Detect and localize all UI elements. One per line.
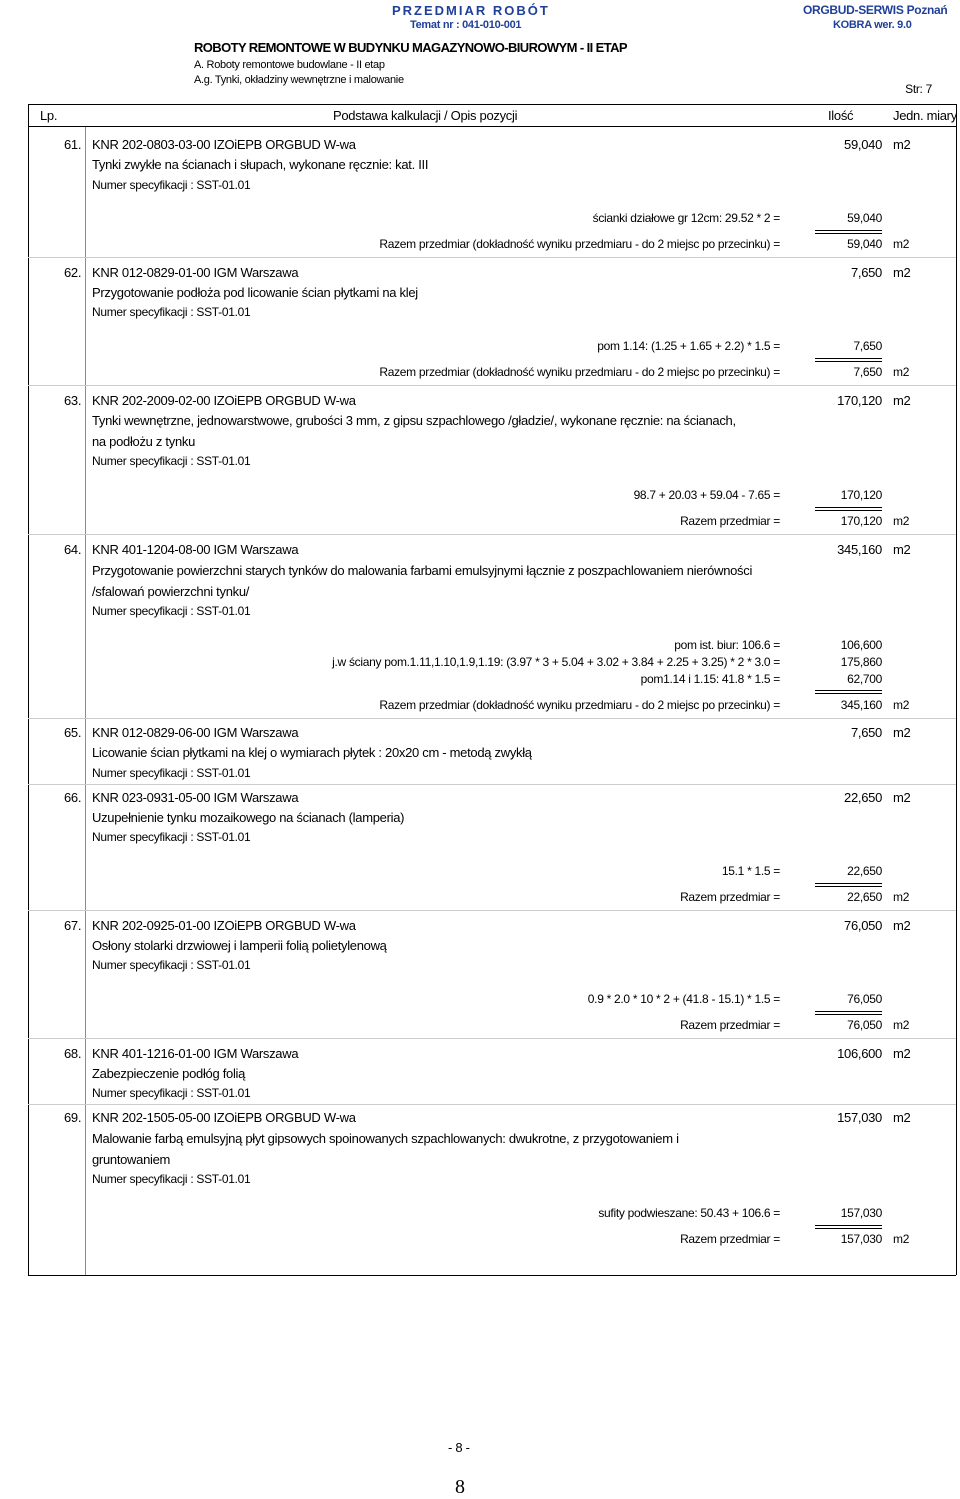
item-basis: KNR 202-0925-01-00 IZOiEPB ORGBUD W-wa: [92, 918, 356, 933]
item-lp: 67.: [64, 918, 82, 933]
calc-value: 76,050: [847, 992, 882, 1006]
item-unit: m2: [893, 1046, 911, 1061]
total-label: Razem przedmiar =: [680, 1232, 780, 1246]
column-qty: Ilość: [828, 108, 854, 123]
calc-value: 22,650: [847, 864, 882, 878]
item-lp: 62.: [64, 265, 82, 280]
total-label: Razem przedmiar (dokładność wyniku przedmiaru - do 2 miejsc po przecinku) =: [379, 365, 780, 379]
calc-expr: 98.7 + 20.03 + 59.04 - 7.65 =: [633, 488, 780, 502]
subtotal-underline: [815, 690, 882, 694]
total-unit: m2: [893, 698, 910, 712]
item-spec: Numer specyfikacji : SST-01.01: [92, 454, 251, 468]
item-lp: 69.: [64, 1110, 82, 1125]
item-qty: 345,160: [837, 542, 882, 557]
item-separator: [28, 385, 956, 386]
item-qty: 170,120: [837, 393, 882, 408]
item-separator: [28, 257, 956, 258]
item-basis: KNR 202-1505-05-00 IZOiEPB ORGBUD W-wa: [92, 1110, 356, 1125]
item-separator: [28, 1104, 956, 1105]
item-unit: m2: [893, 542, 911, 557]
item-spec: Numer specyfikacji : SST-01.01: [92, 830, 251, 844]
total-value: 59,040: [847, 237, 882, 251]
item-desc: gruntowaniem: [92, 1152, 171, 1167]
item-unit: m2: [893, 265, 911, 280]
item-unit: m2: [893, 918, 911, 933]
item-separator: [28, 910, 956, 911]
item-separator: [28, 718, 956, 719]
item-desc: Tynki zwykłe na ścianach i słupach, wykonane ręcznie: kat. III: [92, 157, 429, 172]
total-value: 170,120: [840, 514, 882, 528]
item-qty: 7,650: [850, 265, 882, 280]
total-value: 22,650: [847, 890, 882, 904]
item-spec: Numer specyfikacji : SST-01.01: [92, 958, 251, 972]
section-a: A. Roboty remontowe budowlane - II etap: [194, 59, 385, 71]
total-label: Razem przedmiar (dokładność wyniku przedmiaru - do 2 miejsc po przecinku) =: [379, 698, 780, 712]
calc-expr: 0.9 * 2.0 * 10 * 2 + (41.8 - 15.1) * 1.5 =: [587, 992, 780, 1006]
item-qty: 22,650: [844, 790, 882, 805]
item-unit: m2: [893, 725, 911, 740]
column-basis: Podstawa kalkulacji / Opis pozycji: [333, 108, 518, 123]
item-qty: 76,050: [844, 918, 882, 933]
item-desc: /sfalowań powierzchni tynku/: [92, 584, 250, 599]
item-unit: m2: [893, 137, 911, 152]
total-unit: m2: [893, 1018, 910, 1032]
item-lp: 68.: [64, 1046, 82, 1061]
page-number: 8: [455, 1476, 465, 1498]
calc-expr: 15.1 * 1.5 =: [721, 864, 780, 878]
total-unit: m2: [893, 237, 910, 251]
calc-expr: ścianki działowe gr 12cm: 29.52 * 2 =: [592, 211, 780, 225]
item-qty: 157,030: [837, 1110, 882, 1125]
calc-value: 59,040: [847, 211, 882, 225]
section-ag: A.g. Tynki, okładziny wewnętrzne i malowanie: [194, 74, 404, 86]
software-version: KOBRA wer. 9.0: [833, 19, 912, 31]
subtotal-underline: [815, 507, 882, 511]
item-qty: 106,600: [837, 1046, 882, 1061]
subtotal-underline: [815, 883, 882, 887]
item-separator: [28, 784, 956, 785]
item-qty: 59,040: [844, 137, 882, 152]
calc-value: 106,600: [840, 638, 882, 652]
subtotal-underline: [815, 230, 882, 234]
item-spec: Numer specyfikacji : SST-01.01: [92, 178, 251, 192]
temat-number: Temat nr : 041-010-001: [410, 19, 522, 31]
page-indicator: Str: 7: [905, 82, 932, 96]
subtotal-underline: [815, 1011, 882, 1015]
item-lp: 64.: [64, 542, 82, 557]
item-basis: KNR 202-2009-02-00 IZOiEPB ORGBUD W-wa: [92, 393, 356, 408]
calc-expr: j.w ściany pom.1.11,1.10,1.9,1.19: (3.97 * 3 + 5.04 + 3.02 + 3.84 + 2.25 + 3.25) * 2 * 3.0 =: [332, 655, 780, 669]
total-unit: m2: [893, 514, 910, 528]
total-unit: m2: [893, 890, 910, 904]
table-top-border: [28, 104, 956, 105]
company-name: ORGBUD-SERWIS Poznań: [803, 3, 948, 17]
item-separator: [28, 534, 956, 535]
calc-value: 62,700: [847, 672, 882, 686]
item-desc: Przygotowanie podłoża pod licowanie ścian płytkami na klej: [92, 285, 418, 300]
calc-expr: sufity podwieszane: 50.43 + 106.6 =: [598, 1206, 780, 1220]
lp-column-separator: [85, 126, 86, 1275]
item-basis: KNR 401-1216-01-00 IGM Warszawa: [92, 1046, 299, 1061]
subtotal-underline: [815, 1225, 882, 1229]
total-label: Razem przedmiar =: [680, 890, 780, 904]
item-basis: KNR 012-0829-06-00 IGM Warszawa: [92, 725, 299, 740]
total-value: 7,650: [853, 365, 882, 379]
total-value: 157,030: [840, 1232, 882, 1246]
document-type: PRZEDMIAR ROBÓT: [392, 3, 550, 18]
item-unit: m2: [893, 393, 911, 408]
table-header-border: [28, 126, 956, 127]
item-desc: Uzupełnienie tynku mozaikowego na ścianach (lamperia): [92, 810, 405, 825]
calc-value: 157,030: [840, 1206, 882, 1220]
calc-expr: pom1.14 i 1.15: 41.8 * 1.5 =: [640, 672, 780, 686]
item-basis: KNR 202-0803-03-00 IZOiEPB ORGBUD W-wa: [92, 137, 356, 152]
table-bottom-border: [28, 1275, 956, 1276]
item-lp: 65.: [64, 725, 82, 740]
item-lp: 61.: [64, 137, 82, 152]
item-lp: 66.: [64, 790, 82, 805]
item-unit: m2: [893, 1110, 911, 1125]
total-label: Razem przedmiar (dokładność wyniku przedmiaru - do 2 miejsc po przecinku) =: [379, 237, 780, 251]
item-desc: Licowanie ścian płytkami na klej o wymiarach płytek : 20x20 cm - metodą zwykłą: [92, 745, 532, 760]
table-left-border: [28, 104, 29, 1275]
item-basis: KNR 401-1204-08-00 IGM Warszawa: [92, 542, 299, 557]
item-desc: Zabezpieczenie podłóg folią: [92, 1066, 246, 1081]
calc-value: 175,860: [840, 655, 882, 669]
table-right-border: [956, 104, 957, 1275]
item-desc: Przygotowanie powierzchni starych tynków do malowania farbami emulsyjnymi łącznie z poszpachlowaniem nierówności: [92, 563, 753, 578]
item-spec: Numer specyfikacji : SST-01.01: [92, 1086, 251, 1100]
total-unit: m2: [893, 1232, 910, 1246]
calc-value: 170,120: [840, 488, 882, 502]
item-separator: [28, 1038, 956, 1039]
calc-value: 7,650: [853, 339, 882, 353]
item-spec: Numer specyfikacji : SST-01.01: [92, 766, 251, 780]
total-value: 345,160: [840, 698, 882, 712]
item-desc: na podłożu z tynku: [92, 434, 196, 449]
column-unit: Jedn. miary: [893, 108, 957, 123]
item-spec: Numer specyfikacji : SST-01.01: [92, 1172, 251, 1186]
total-label: Razem przedmiar =: [680, 1018, 780, 1032]
item-desc: Tynki wewnętrzne, jednowarstwowe, grubości 3 mm, z gipsu szpachlowego /gładzie/, wykonane ręcznie: na ścianach,: [92, 413, 736, 428]
page-marker: - 8 -: [448, 1440, 470, 1455]
total-unit: m2: [893, 365, 910, 379]
item-basis: KNR 023-0931-05-00 IGM Warszawa: [92, 790, 299, 805]
item-unit: m2: [893, 790, 911, 805]
column-lp: Lp.: [40, 108, 58, 123]
item-qty: 7,650: [850, 725, 882, 740]
calc-expr: pom 1.14: (1.25 + 1.65 + 2.2) * 1.5 =: [597, 339, 780, 353]
item-basis: KNR 012-0829-01-00 IGM Warszawa: [92, 265, 299, 280]
item-spec: Numer specyfikacji : SST-01.01: [92, 305, 251, 319]
item-desc: Osłony stolarki drzwiowej i lamperii folią polietylenową: [92, 938, 387, 953]
subtotal-underline: [815, 358, 882, 362]
item-lp: 63.: [64, 393, 82, 408]
item-spec: Numer specyfikacji : SST-01.01: [92, 604, 251, 618]
item-desc: Malowanie farbą emulsyjną płyt gipsowych spoinowanych szpachlowanych: dwukrotne, z przygotowaniem i: [92, 1131, 679, 1146]
calc-expr: pom ist. biur: 106.6 =: [674, 638, 780, 652]
project-title: ROBOTY REMONTOWE W BUDYNKU MAGAZYNOWO-BIUROWYM - II ETAP: [194, 40, 627, 55]
total-label: Razem przedmiar =: [680, 514, 780, 528]
total-value: 76,050: [847, 1018, 882, 1032]
